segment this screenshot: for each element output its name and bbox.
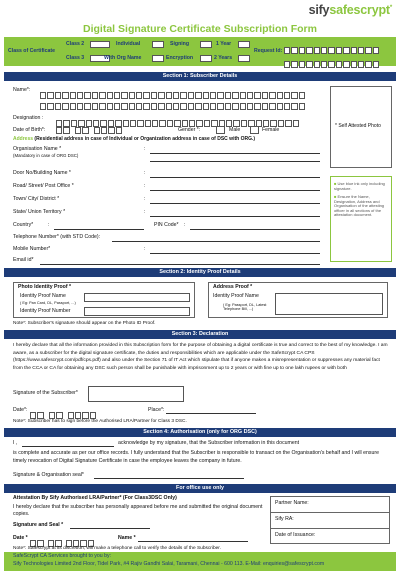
sify-ra-label: Sify RA:: [275, 516, 294, 522]
org-name-note: (Mandatory in case of ORG DSC): [13, 153, 79, 158]
male-checkbox[interactable]: [216, 126, 225, 134]
org-seal-label: Signature & Organisation seal*: [13, 472, 84, 478]
class2-checkbox[interactable]: [90, 41, 110, 48]
colon: :: [184, 222, 186, 228]
authorisation-text: is complete and accurate as per our office records. I fully understand that the Subscriber is responsible to transact on the Organisation's behalf and I will ensure timely revocation of Digital Signature Certificate in case the employee leaves the company in future.: [13, 450, 379, 465]
date-of-issuance-label: Date of Issuance:: [275, 532, 316, 538]
class-of-certificate-label: Class of Certificate: [8, 48, 55, 54]
sify-safescrypt-logo: [309, 3, 392, 17]
id-proof-example: ( Eg: Pan Card, DL, Passport, ...): [20, 301, 76, 305]
email-field[interactable]: [40, 264, 320, 265]
individual-label: Individual: [116, 41, 141, 47]
photo-label: * Self Attested Photo: [335, 123, 381, 129]
place-label: Place*:: [148, 407, 165, 413]
address-proof-panel: [208, 282, 388, 318]
door-field[interactable]: [150, 177, 320, 178]
telephone-field[interactable]: [112, 241, 320, 242]
colon: :: [144, 183, 146, 189]
authorisation-i: I ,: [13, 440, 18, 446]
office-date-label: Date *: [13, 535, 28, 541]
road-label: Road/ Street/ Post Office *: [13, 183, 74, 189]
country-label: Country*: [13, 222, 34, 228]
state-field[interactable]: [150, 216, 320, 217]
class2-label: Class 2: [66, 41, 85, 47]
individual-checkbox[interactable]: [152, 41, 164, 48]
instruction-2-text: Ensure the Name, Designation, Address and Organisation of the attesting officer in all sections of the attestation document.: [334, 194, 385, 218]
declaration-text: I hereby declare that all the information provided in this Subscription form for the purpose of obtaining a digital certificate is true and correct to the best of my knowledge. I am aware, as a subscriber for the digital signature certificate, the duties and responsibilities which are applicable under the SafeScrypt CA CPS (https://www.safescrypt.com/pdf/cps.pdf) and also under the Section 71 of IT Act which stipulate that if anyone makes a misrepresentation or suppresses any material fact from the CCA or CA for obtaining any DSC such person shall be punishable with imprisonment up to 2 years or with fine up to one lakh rupees or with both: [13, 343, 388, 371]
form-title: Digital Signature Certificate Subscription Form: [83, 23, 317, 35]
name-label: Name*:: [13, 87, 31, 93]
lra-signature-label: Signature and Seal *: [13, 522, 64, 528]
mobile-label: Mobile Number*: [13, 246, 51, 252]
with-org-name-checkbox[interactable]: [152, 55, 164, 62]
encryption-checkbox[interactable]: [200, 55, 212, 62]
colon: :: [144, 246, 146, 252]
colon: :: [144, 209, 146, 215]
door-label: Door No/Building Name *: [13, 170, 71, 176]
subscriber-signature-label: Signature of the Subscriber*: [13, 390, 78, 396]
org-name-field-2[interactable]: [150, 161, 320, 162]
partner-name-label: Partner Name:: [275, 500, 309, 506]
pin-label: PIN Code*: [154, 222, 179, 228]
instruction-1-text: Use blue ink only including signature.: [334, 181, 385, 191]
logo-star: *: [389, 4, 392, 11]
with-org-name-label: With Org Name: [104, 55, 142, 61]
mobile-field[interactable]: [150, 253, 320, 254]
date-label: Date*:: [13, 407, 28, 413]
id-proof-number-input[interactable]: [84, 307, 190, 316]
male-label: Male: [229, 127, 241, 133]
town-label: Town/ City/ District *: [13, 196, 60, 202]
section4-header: Section 4: Authorisation (only for ORG DSC): [4, 428, 396, 437]
colon: :: [144, 146, 146, 152]
designation-label: Designation :: [13, 115, 44, 121]
two-years-label: 2 Years: [214, 55, 233, 61]
instructions-box: [330, 176, 392, 262]
instruction-2: ■ Ensure the Name, Designation, Address and Organisation of the attesting officer in all sections of the attestation document.: [334, 194, 385, 218]
office-note: Note*: Safescrypt at its discretion, will make a telephone call to verify the details of the Subscriber.: [13, 546, 221, 551]
address-proof-example: ( Eg: Passport, DL, Latest Telephone Bill, ...): [223, 303, 267, 312]
address-proof-label: Address Proof *: [213, 284, 253, 290]
one-year-label: 1 Year: [216, 41, 232, 47]
logo-safescrypt: safescrypt: [329, 3, 390, 17]
colon: :: [144, 170, 146, 176]
footer: [4, 552, 396, 571]
id-proof-number-label: Identity Proof Number: [20, 308, 71, 314]
colon: :: [144, 196, 146, 202]
email-label: Email id*: [13, 257, 34, 263]
org-seal-field[interactable]: [94, 478, 244, 479]
footer-line1: SafeScrypt CA Services brought to you by:: [13, 553, 112, 559]
address-note: (Residential address in case of Individual or Organization address in case of DSC with ORG.): [33, 136, 256, 142]
one-year-checkbox[interactable]: [238, 41, 250, 48]
address-proof-name-label: Identity Proof Name: [213, 293, 259, 299]
name-boxes-row2[interactable]: [40, 97, 306, 115]
section3-header: Section 3: Declaration: [4, 330, 396, 339]
telephone-label: Telephone Number* (with STD Code):: [13, 234, 101, 240]
photo-id-proof-panel: [13, 282, 195, 318]
female-checkbox[interactable]: [250, 126, 259, 134]
lra-signature-field[interactable]: [70, 528, 150, 529]
signing-label: Signing: [170, 41, 190, 47]
photo-box[interactable]: [330, 86, 392, 168]
section3-note: Note*: Subscriber has to sign before the Authorised LRA/Partner for Class 3 DSC.: [13, 419, 187, 424]
road-field[interactable]: [150, 190, 320, 191]
town-field[interactable]: [150, 203, 320, 204]
photo-id-proof-label: Photo Identity Proof *: [18, 284, 72, 290]
address-label: Address: [13, 136, 34, 142]
dob-label: Date of Birth*:: [13, 127, 46, 133]
org-name-field[interactable]: [150, 153, 320, 154]
request-id-row2[interactable]: [284, 55, 380, 73]
pin-field[interactable]: [190, 229, 320, 230]
class-panel: [4, 37, 396, 66]
attestation-label: Attestation By Sify Authorised LRA/Partner* (For Class3DSC Only): [13, 495, 177, 501]
class3-label: Class 3: [66, 55, 85, 61]
female-label: Female: [262, 127, 280, 133]
org-name-label: Organisation Name *: [13, 146, 62, 152]
id-proof-name-label: Identity Proof Name: [20, 293, 66, 299]
request-id-label: Request Id:: [254, 48, 283, 54]
footer-line2: Sify Technologies Limited 2nd Floor, Tidel Park, #4 Rajiv Gandhi Salai, Taramani, Chennai - 600 113. E-Mail: enquiries@safescrypt.com: [13, 561, 325, 567]
subscriber-signature-box[interactable]: [88, 386, 184, 402]
section1-header: Section 1: Subscriber Details: [4, 72, 396, 81]
country-field[interactable]: [54, 229, 144, 230]
encryption-label: Encryption: [166, 55, 194, 61]
instruction-1: ■ Use blue ink only including signature.: [334, 181, 385, 191]
colon: :: [48, 222, 50, 228]
office-name-label: Name *: [118, 535, 136, 541]
section2-header: Section 2: Identity Proof Details: [4, 268, 396, 277]
signing-checkbox[interactable]: [200, 41, 212, 48]
address-proof-input[interactable]: [275, 293, 383, 315]
two-years-checkbox[interactable]: [238, 55, 250, 62]
logo-sify: sify: [308, 3, 330, 17]
address-heading: [13, 137, 255, 143]
attestation-declaration: I hereby declare that the subscriber has personally appeared before me and submitted the original document copies.: [13, 504, 263, 518]
authoriser-name-field[interactable]: [22, 446, 114, 447]
id-proof-name-input[interactable]: [84, 293, 190, 302]
authorisation-ack: acknowledge by my signature, that the Subscriber information in this document: [118, 440, 300, 446]
section2-note: Note*: Subscriber's signature should appear on the Photo ID Proof.: [13, 321, 156, 326]
office-name-field[interactable]: [138, 541, 248, 542]
office-header: For office use only: [4, 484, 396, 493]
place-field[interactable]: [166, 413, 256, 414]
state-label: State/ Union Territory *: [13, 209, 66, 215]
gender-label: Gender *:: [178, 127, 201, 133]
office-details-box: [270, 496, 390, 544]
